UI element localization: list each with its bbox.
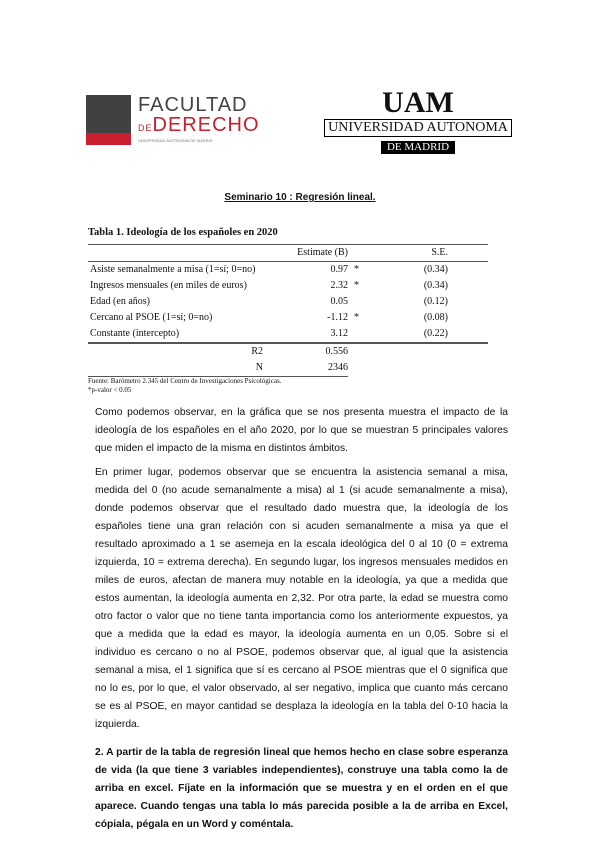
row-se: (0.08) (423, 312, 448, 323)
table-row (88, 343, 488, 360)
table-row (88, 326, 488, 343)
row-estimate: 0.97 (330, 264, 348, 275)
row-label: Edad (en años) (90, 296, 150, 307)
significance-star: * (354, 312, 359, 323)
row-se: (0.12) (423, 296, 448, 307)
regression-table (88, 226, 488, 395)
row-label: Ingresos mensuales (en miles de euros) (90, 280, 247, 291)
logo-text: DE MADRID (381, 141, 455, 154)
table-row (88, 310, 488, 326)
stat-value: 2346 (328, 362, 348, 373)
stat-label: N (255, 362, 263, 373)
table-row (88, 278, 488, 294)
row-estimate: 0.05 (330, 296, 348, 307)
logo-text: DEDERECHO (138, 114, 260, 136)
header-se: S.E. (431, 247, 448, 258)
paragraph: En primer lugar, podemos observar que se encuentra la asistencia semanal a misa, medida del 0 (no acude semanalmente a misa) al 1 (si acude semanalmente a misa), donde podemos observar que el resultado dado muestra que, la ideología de los españoles tiene una gran relación con si acuden semanalmente a misa ya que el resultado aproximado a 1 se asemeja en la escala ideológica del 0 al 10 (0 = extrema izquierda, 10 = extrema derecha). En segundo lugar, los ingresos mensuales medidos en miles de euros, afectan de manera muy notable en la ideología, ya que a medida que estos aumentan, la ideología aumenta en 2,32. Por otra parte, la edad se muestra como otro factor o valor que no tiene tanta importancia como los anteriormente expuestos, ya que a medida que la edad es mayor, la ideología aumenta en un 0,05. Sobre si el individuo es cercano o no al PSOE, podemos observar que, al igual que la asistencia semanal a misa, el 1 significa que sí es cercano al PSOE mientras que el 0 significa que no lo es, por lo que, el valor observado, al ser negativo, implica que cuanto más cercano se es al PSOE, en mayor cantidad se desplaza la ideología en la tabla del 0-10 hacia la izquierda. (95, 467, 508, 730)
row-se: (0.22) (423, 328, 448, 339)
question-text: A partir de la tabla de regresión lineal que hemos hecho en clase sobre esperanza de vida (la que tiene 3 variables independientes), construye una tabla como la de arriba en excel. Fíjate en la información que se muestra y en el orden en el que aparece. Cuando tengas una tabla lo más parecida posible a la de arriba en Excel, cópiala, pégala en un Word y coméntala. (95, 747, 509, 830)
question-number: 2. (95, 747, 104, 758)
significance-star (348, 326, 370, 342)
stat-value: 0.556 (325, 346, 348, 357)
row-label: Constante (intercepto) (90, 328, 180, 339)
row-estimate: 2.32 (330, 280, 348, 291)
table-header (88, 244, 488, 261)
body-text (95, 404, 508, 840)
row-label: Cercano al PSOE (1=sí; 0=no) (90, 312, 213, 323)
table-row (88, 360, 488, 376)
table-caption: Tabla 1. Ideología de los españoles en 2020 (88, 227, 278, 238)
table-row (88, 294, 488, 310)
row-se: (0.34) (423, 264, 448, 275)
uam-logo (318, 88, 518, 155)
page-title: Seminario 10 : Regresión lineal. (224, 192, 376, 203)
stat-label: R2 (251, 346, 263, 357)
question (95, 744, 508, 834)
significance-star: * (354, 264, 359, 275)
table-note: *p-valor < 0.05 (88, 386, 132, 394)
significance-star: * (354, 280, 359, 291)
header-estimate: Estimate (B) (297, 247, 348, 258)
row-se: (0.34) (423, 280, 448, 291)
logo-subtext: UNIVERSIDAD AUTÓNOMA DE MADRID (138, 138, 213, 143)
significance-star (348, 294, 370, 310)
paragraph: Como podemos observar, en la gráfica que se nos presenta muestra el impacto de la ideología de los españoles en el año 2020, por lo que se muestran 5 principales valores que miden el impacto de la misma en distintos ámbitos. (95, 407, 508, 454)
row-estimate: -1.12 (327, 312, 348, 323)
row-estimate: 3.12 (330, 328, 348, 339)
table-source: Fuente: Barómetro 2.345 del Centro de Investigaciones Psicológicas. (88, 376, 348, 386)
uam-mark: UAM (382, 86, 454, 119)
facultad-derecho-logo (86, 95, 276, 145)
row-label: Asiste semanalmente a misa (1=sí; 0=no) (90, 264, 256, 275)
table-row (88, 261, 488, 278)
logo-text: UNIVERSIDAD AUTONOMA (324, 119, 512, 137)
logo-text: FACULTAD (138, 94, 248, 116)
